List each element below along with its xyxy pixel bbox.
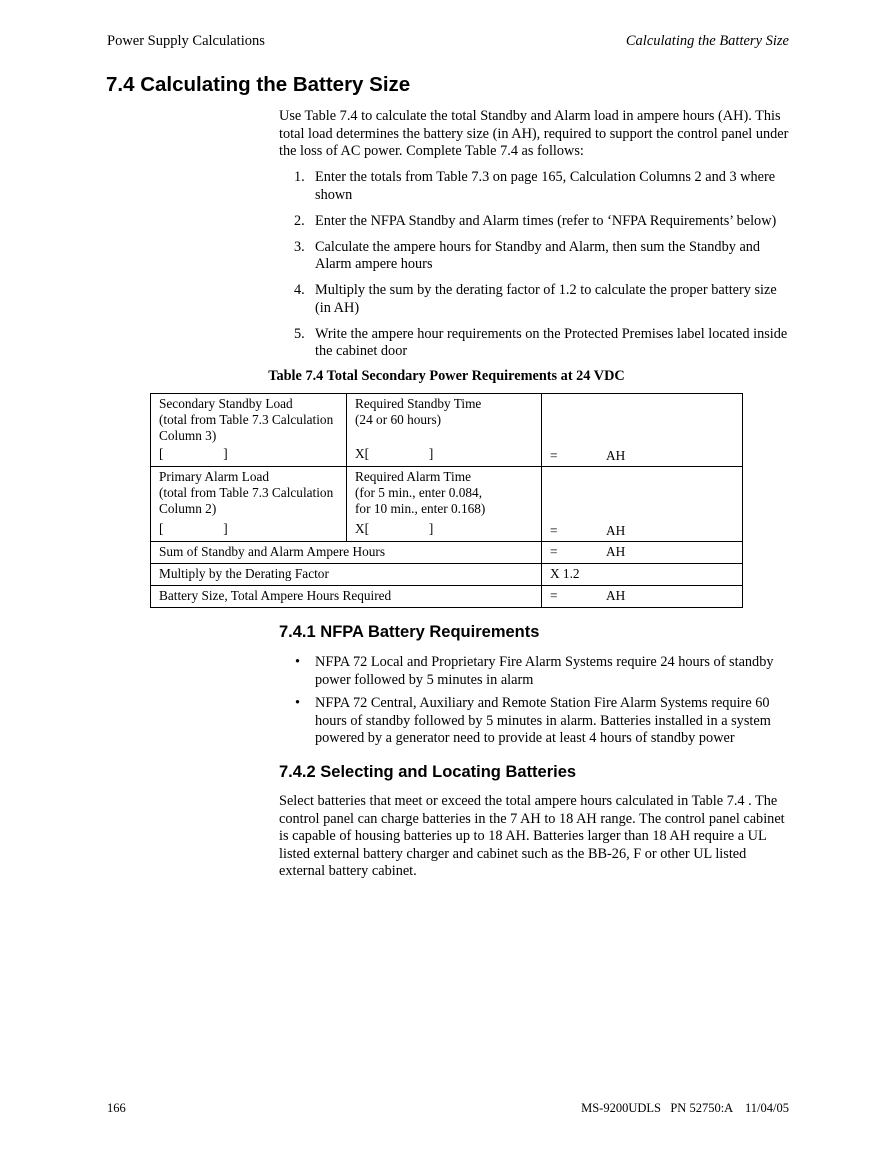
page-number: 166 — [107, 1101, 126, 1115]
step-number: 3. — [294, 238, 305, 255]
nfpa-bullet-item — [279, 695, 789, 748]
table-row-standby — [151, 394, 743, 467]
table-row-sum — [151, 542, 743, 564]
standby-time-note: (24 or 60 hours) — [355, 412, 442, 427]
running-header-left: Power Supply Calculations — [107, 33, 265, 49]
battery-unit: AH — [606, 588, 626, 603]
standby-load-cell — [151, 394, 347, 467]
alarm-load-note-2: Column 2) — [159, 501, 217, 516]
alarm-result-cell — [542, 467, 743, 542]
sum-equals: = — [550, 544, 558, 559]
battery-result-cell — [542, 586, 743, 608]
step-item — [279, 213, 789, 231]
standby-load-note-2: Column 3) — [159, 428, 217, 443]
battery-label: Battery Size, Total Ampere Hours Required — [151, 586, 542, 608]
table-row-alarm — [151, 467, 743, 542]
step-text: Write the ampere hour requirements on the Protected Premises label located inside the cabinet door — [315, 325, 788, 360]
document-id: MS-9200UDLS PN 52750:A 11/04/05 — [581, 1101, 789, 1115]
alarm-time-entry: X[ ] — [355, 521, 434, 536]
selecting-heading: 7.4.2 Selecting and Locating Batteries — [279, 763, 577, 781]
table-row-derate — [151, 564, 743, 586]
step-number: 4. — [294, 282, 305, 299]
standby-load-note: (total from Table 7.3 Calculation — [159, 412, 334, 427]
step-item — [279, 169, 789, 204]
derate-value: X 1.2 — [542, 564, 743, 586]
alarm-unit: AH — [606, 523, 626, 538]
alarm-load-label: Primary Alarm Load — [159, 469, 270, 484]
bullet-icon: • — [295, 654, 301, 670]
standby-equals: = — [550, 448, 558, 463]
nfpa-bullet-text: NFPA 72 Central, Auxiliary and Remote Station Fire Alarm Systems require 60 hours of standby followed by 5 minutes in alarm. Batteries installed in a system powered by a generator need to provide at least 4 hours of standby power — [315, 695, 771, 746]
step-item — [279, 282, 789, 317]
steps-list — [279, 169, 789, 369]
sum-unit: AH — [606, 544, 626, 559]
selecting-paragraph: Select batteries that meet or exceed the total ampere hours calculated in Table 7.4 . The control panel can charge batteries in the 7 AH to 18 AH range. The control panel cabinet is capable of housing batteries up to 18 AH. Batteries larger than 18 AH require a UL listed external battery charger and cabinet such as the BB-26, F or other UL listed external battery cabinet. — [279, 793, 785, 879]
table-caption: Table 7.4 Total Secondary Power Requirements at 24 VDC — [268, 368, 625, 384]
standby-result-cell — [542, 394, 743, 467]
derate-label: Multiply by the Derating Factor — [151, 564, 542, 586]
alarm-time-note: (for 5 min., enter 0.084, — [355, 485, 483, 500]
battery-equals: = — [550, 588, 558, 603]
standby-time-cell — [347, 394, 542, 467]
sum-label: Sum of Standby and Alarm Ampere Hours — [151, 542, 542, 564]
nfpa-bullet-list — [279, 654, 789, 754]
alarm-time-note-2: for 10 min., enter 0.168) — [355, 501, 486, 516]
step-item — [279, 239, 789, 274]
standby-load-label: Secondary Standby Load — [159, 396, 293, 411]
battery-calc-table — [150, 393, 743, 608]
sum-result-cell — [542, 542, 743, 564]
alarm-time-label: Required Alarm Time — [355, 469, 471, 484]
alarm-load-note: (total from Table 7.3 Calculation — [159, 485, 334, 500]
standby-time-entry: X[ ] — [355, 446, 434, 461]
step-text: Multiply the sum by the derating factor of 1.2 to calculate the proper battery size (in AH) — [315, 282, 777, 316]
alarm-load-cell — [151, 467, 347, 542]
nfpa-bullet-item — [279, 654, 789, 689]
step-number: 1. — [294, 169, 305, 185]
intro-paragraph: Use Table 7.4 to calculate the total Standby and Alarm load in ampere hours (AH). This total load determines the battery size (in AH), required to support the control panel under the loss of AC power. Complete Table 7.4 as follows: — [279, 108, 789, 159]
bullet-icon: • — [295, 695, 301, 711]
step-text: Enter the NFPA Standby and Alarm times (refer to ‘NFPA Requirements’ below) — [315, 212, 777, 229]
step-number: 5. — [294, 325, 305, 342]
step-text: Calculate the ampere hours for Standby and Alarm, then sum the Standby and Alarm ampere hours — [315, 238, 761, 273]
step-number: 2. — [294, 212, 305, 229]
table-row-battery — [151, 586, 743, 608]
section-title: 7.4 Calculating the Battery Size — [106, 73, 411, 96]
alarm-time-cell — [347, 467, 542, 542]
nfpa-heading: 7.4.1 NFPA Battery Requirements — [279, 623, 540, 641]
alarm-equals: = — [550, 523, 558, 538]
alarm-load-entry: [ ] — [159, 521, 228, 536]
standby-time-label: Required Standby Time — [355, 396, 482, 411]
standby-load-entry: [ ] — [159, 446, 228, 461]
step-text: Enter the totals from Table 7.3 on page 165, Calculation Columns 2 and 3 where shown — [315, 169, 776, 203]
step-item — [279, 326, 789, 361]
nfpa-bullet-text: NFPA 72 Local and Proprietary Fire Alarm Systems require 24 hours of standby power followed by 5 minutes in alarm — [315, 654, 774, 688]
standby-unit: AH — [606, 448, 626, 463]
running-header-right: Calculating the Battery Size — [625, 33, 789, 49]
